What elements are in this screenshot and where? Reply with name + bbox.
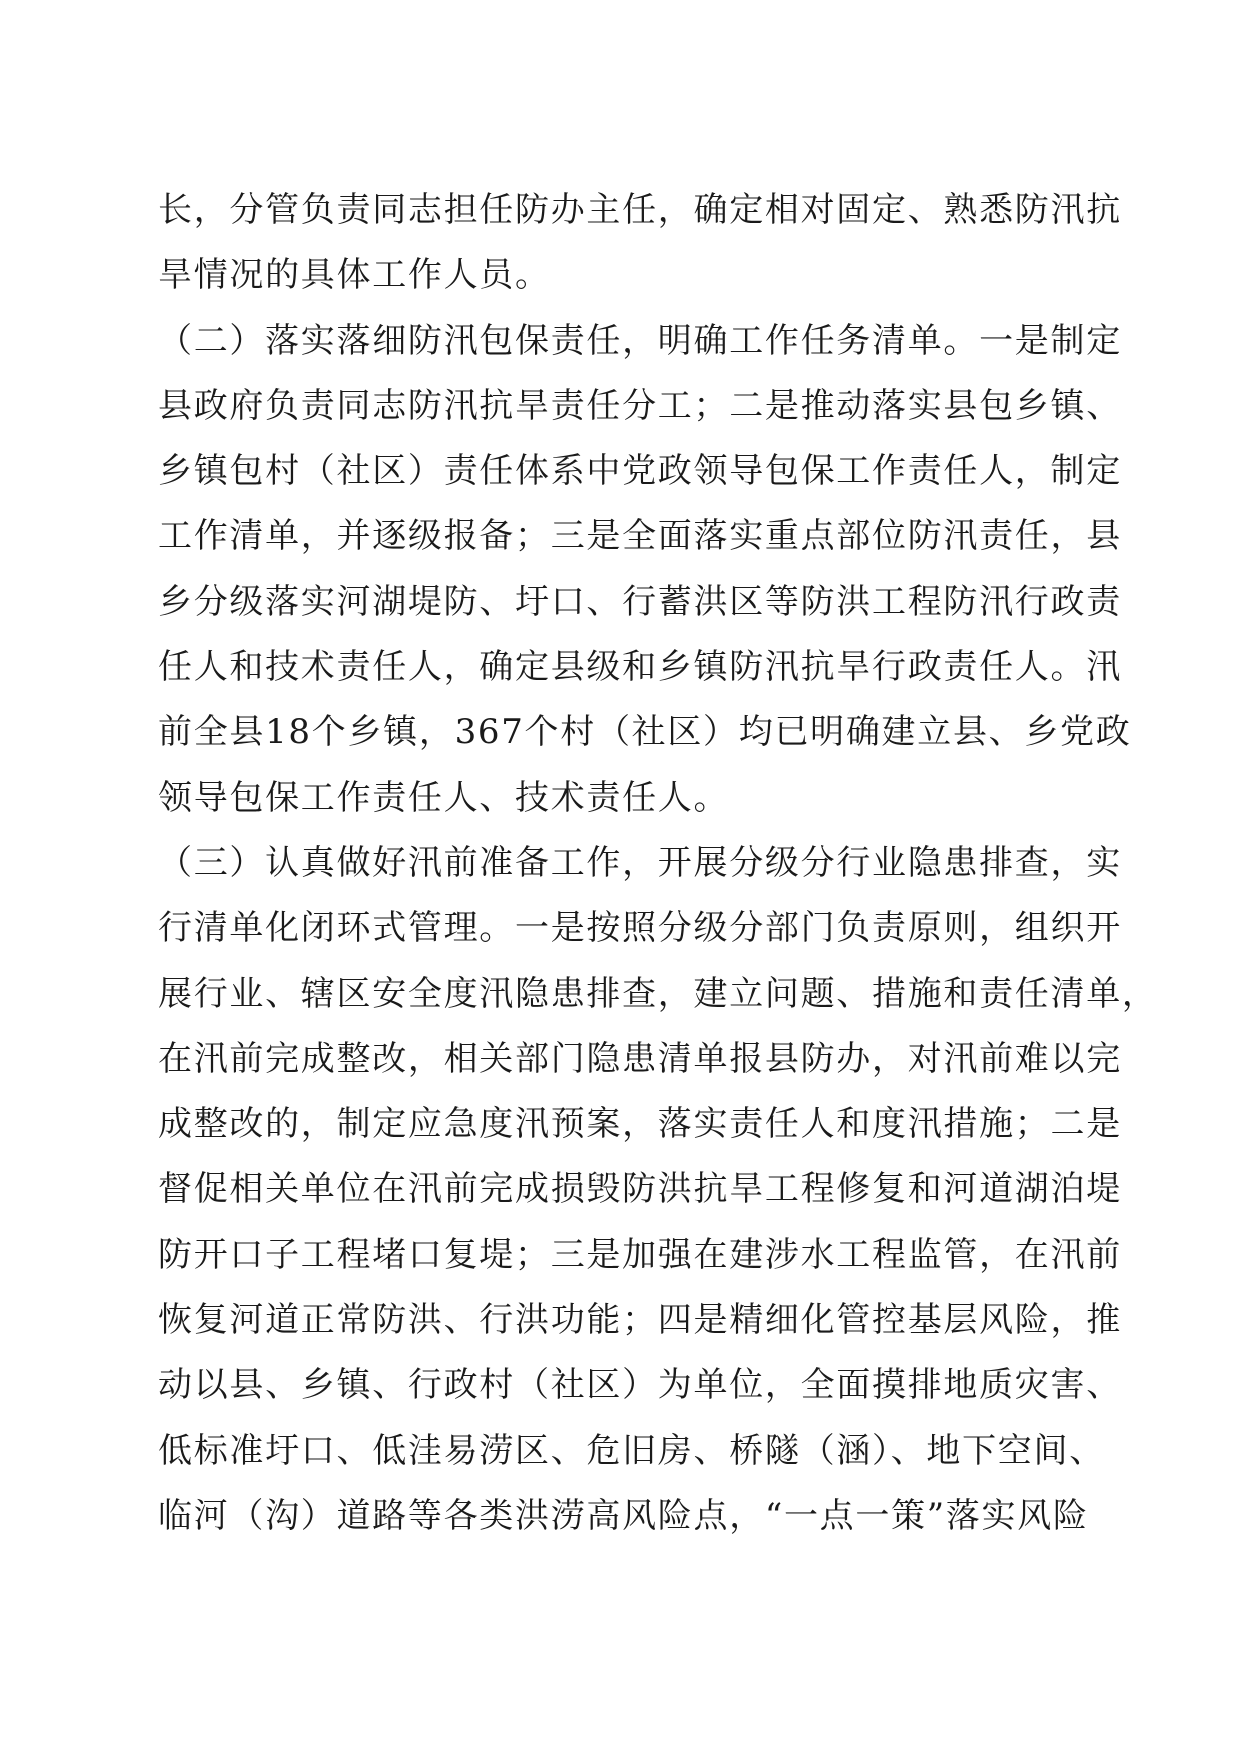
body-text (158, 185, 1158, 1556)
text-line: 成整改的，制定应急度汛预案，落实责任人和度汛措施；二是 (158, 1104, 1122, 1145)
text-line: 工作清单，并逐级报备；三是全面落实重点部位防汛责任，县 (158, 516, 1122, 557)
text-line: （三）认真做好汛前准备工作，开展分级分行业隐患排查，实 (158, 842, 1122, 883)
text-line: 恢复河道正常防洪、行洪功能；四是精细化管控基层风险，推 (158, 1300, 1122, 1341)
text-line: 旱情况的具体工作人员。 (158, 255, 551, 296)
text-line: 督促相关单位在汛前完成损毁防洪抗旱工程修复和河道湖泊堤 (158, 1169, 1122, 1210)
text-line: 低标准圩口、低洼易涝区、危旧房、桥隧（涵）、地下空间、 (158, 1430, 1105, 1471)
text-line: 县政府负责同志防汛抗旱责任分工；二是推动落实县包乡镇、 (158, 385, 1122, 426)
text-line: 防开口子工程堵口复堤；三是加强在建涉水工程监管，在汛前 (158, 1234, 1122, 1275)
text-line: 前全县18个乡镇，367个村（社区）均已明确建立县、乡党政 (158, 712, 1132, 753)
text-line: （二）落实落细防汛包保责任，明确工作任务清单。一是制定 (158, 320, 1122, 361)
text-line: 任人和技术责任人，确定县级和乡镇防汛抗旱行政责任人。汛 (158, 647, 1122, 688)
text-line: 动以县、乡镇、行政村（社区）为单位，全面摸排地质灾害、 (158, 1365, 1122, 1406)
text-line: 乡分级落实河湖堤防、圩口、行蓄洪区等防洪工程防汛行政责 (158, 581, 1122, 622)
text-line: 领导包保工作责任人、技术责任人。 (158, 777, 730, 818)
text-line: 展行业、辖区安全度汛隐患排查，建立问题、措施和责任清单， (158, 973, 1158, 1014)
text-line: 行清单化闭环式管理。一是按照分级分部门负责原则，组织开 (158, 908, 1122, 949)
text-line: 长，分管负责同志担任防办主任，确定相对固定、熟悉防汛抗 (158, 190, 1122, 230)
text-line: 乡镇包村（社区）责任体系中党政领导包保工作责任人，制定 (158, 451, 1122, 492)
text-line: 在汛前完成整改，相关部门隐患清单报县防办，对汛前难以完 (158, 1038, 1122, 1079)
text-line: 临河（沟）道路等各类洪涝高风险点，“一点一策”落实风险 (158, 1495, 1089, 1536)
